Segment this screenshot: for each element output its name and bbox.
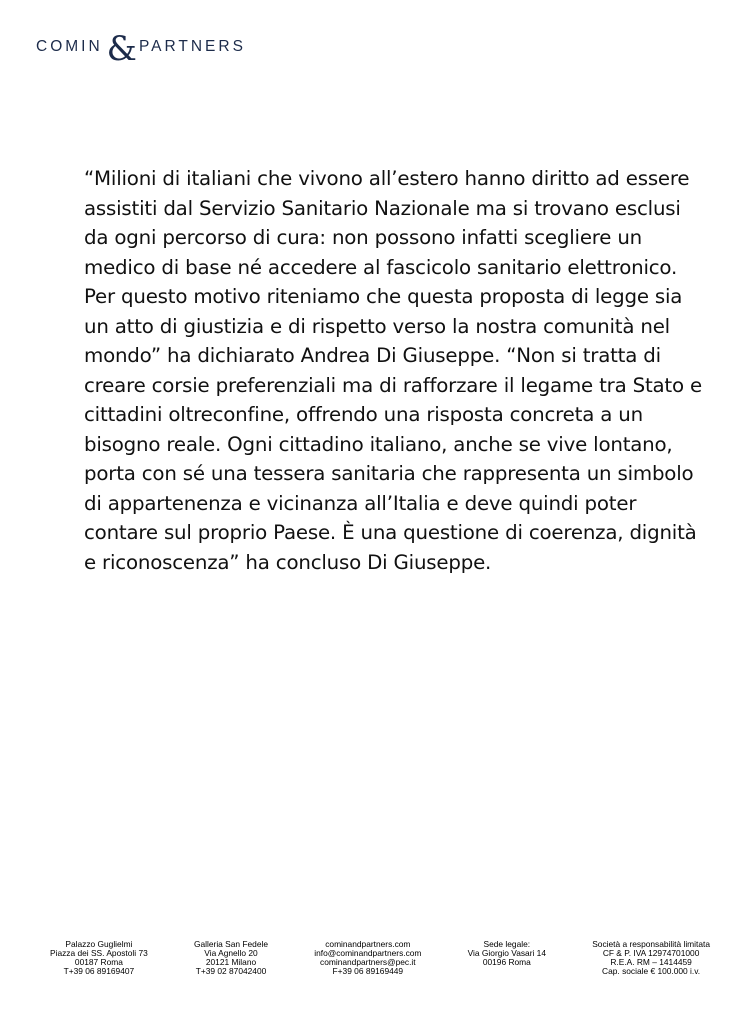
footer-line: T+39 02 87042400 bbox=[195, 966, 267, 976]
footer-line: 00187 Roma bbox=[74, 957, 123, 967]
footer-email: info@cominandpartners.com bbox=[314, 948, 422, 958]
footer-col-milan-office bbox=[194, 940, 268, 976]
footer-line: Società a responsabilità limitata bbox=[592, 939, 710, 949]
footer-pec: cominandpartners@pec.it bbox=[320, 957, 416, 967]
footer-line: CF & P. IVA 12974701000 bbox=[602, 948, 700, 958]
footer-line: 00196 Roma bbox=[482, 957, 531, 967]
footer-col-rome-office bbox=[50, 940, 148, 976]
logo-text-comin: COMIN bbox=[36, 38, 103, 55]
logo-text-partners: PARTNERS bbox=[138, 38, 246, 55]
footer-col-company-info bbox=[592, 940, 710, 976]
quote-paragraph: “Milioni di italiani che vivono all’estero hanno diritto ad essere assistiti dal Servizio Sanitario Nazionale ma si trovano esclusi da ogni percorso di cura: non possono infatti scegliere un medico di base né accedere al fascicolo sanitario elettronico. Per questo motivo riteniamo che questa proposta di legge sia un atto di giustizia e di rispetto verso la nostra comunità nel mondo” ha dichiarato Andrea Di Giuseppe. “Non si tratta di creare corsie preferenziali ma di rafforzare il legame tra Stato e cittadini oltreconfine, offrendo una risposta concreta a un bisogno reale. Ogni cittadino italiano, anche se vive lontano, porta con sé una tessera sanitaria che rappresenta un simbolo di appartenenza e vicinanza all’Italia e deve quindi poter contare sul proprio Paese. È una questione di coerenza, dignità e riconoscenza” ha concluso Di Giuseppe. bbox=[84, 167, 702, 574]
footer-line: Sede legale: bbox=[483, 939, 531, 949]
footer-line: Via Giorgio Vasari 14 bbox=[467, 948, 546, 958]
footer-fax: F+39 06 89169449 bbox=[332, 966, 404, 976]
footer-website: cominandpartners.com bbox=[325, 939, 411, 949]
page-footer bbox=[50, 940, 710, 976]
footer-line: Galleria San Fedele bbox=[193, 939, 269, 949]
footer-line: T+39 06 89169407 bbox=[63, 966, 135, 976]
footer-line: Piazza dei SS. Apostoli 73 bbox=[50, 948, 148, 958]
footer-line: Cap. sociale € 100.000 i.v. bbox=[602, 966, 701, 976]
footer-col-contacts bbox=[314, 940, 421, 976]
footer-line: 20121 Milano bbox=[205, 957, 257, 967]
company-logo bbox=[36, 28, 246, 69]
footer-col-registered-office bbox=[468, 940, 546, 976]
logo-ampersand: & bbox=[106, 29, 137, 69]
footer-line: Palazzo Guglielmi bbox=[65, 939, 133, 949]
footer-line: R.E.A. RM – 1414459 bbox=[610, 957, 692, 967]
footer-line: Via Agnello 20 bbox=[204, 948, 258, 958]
